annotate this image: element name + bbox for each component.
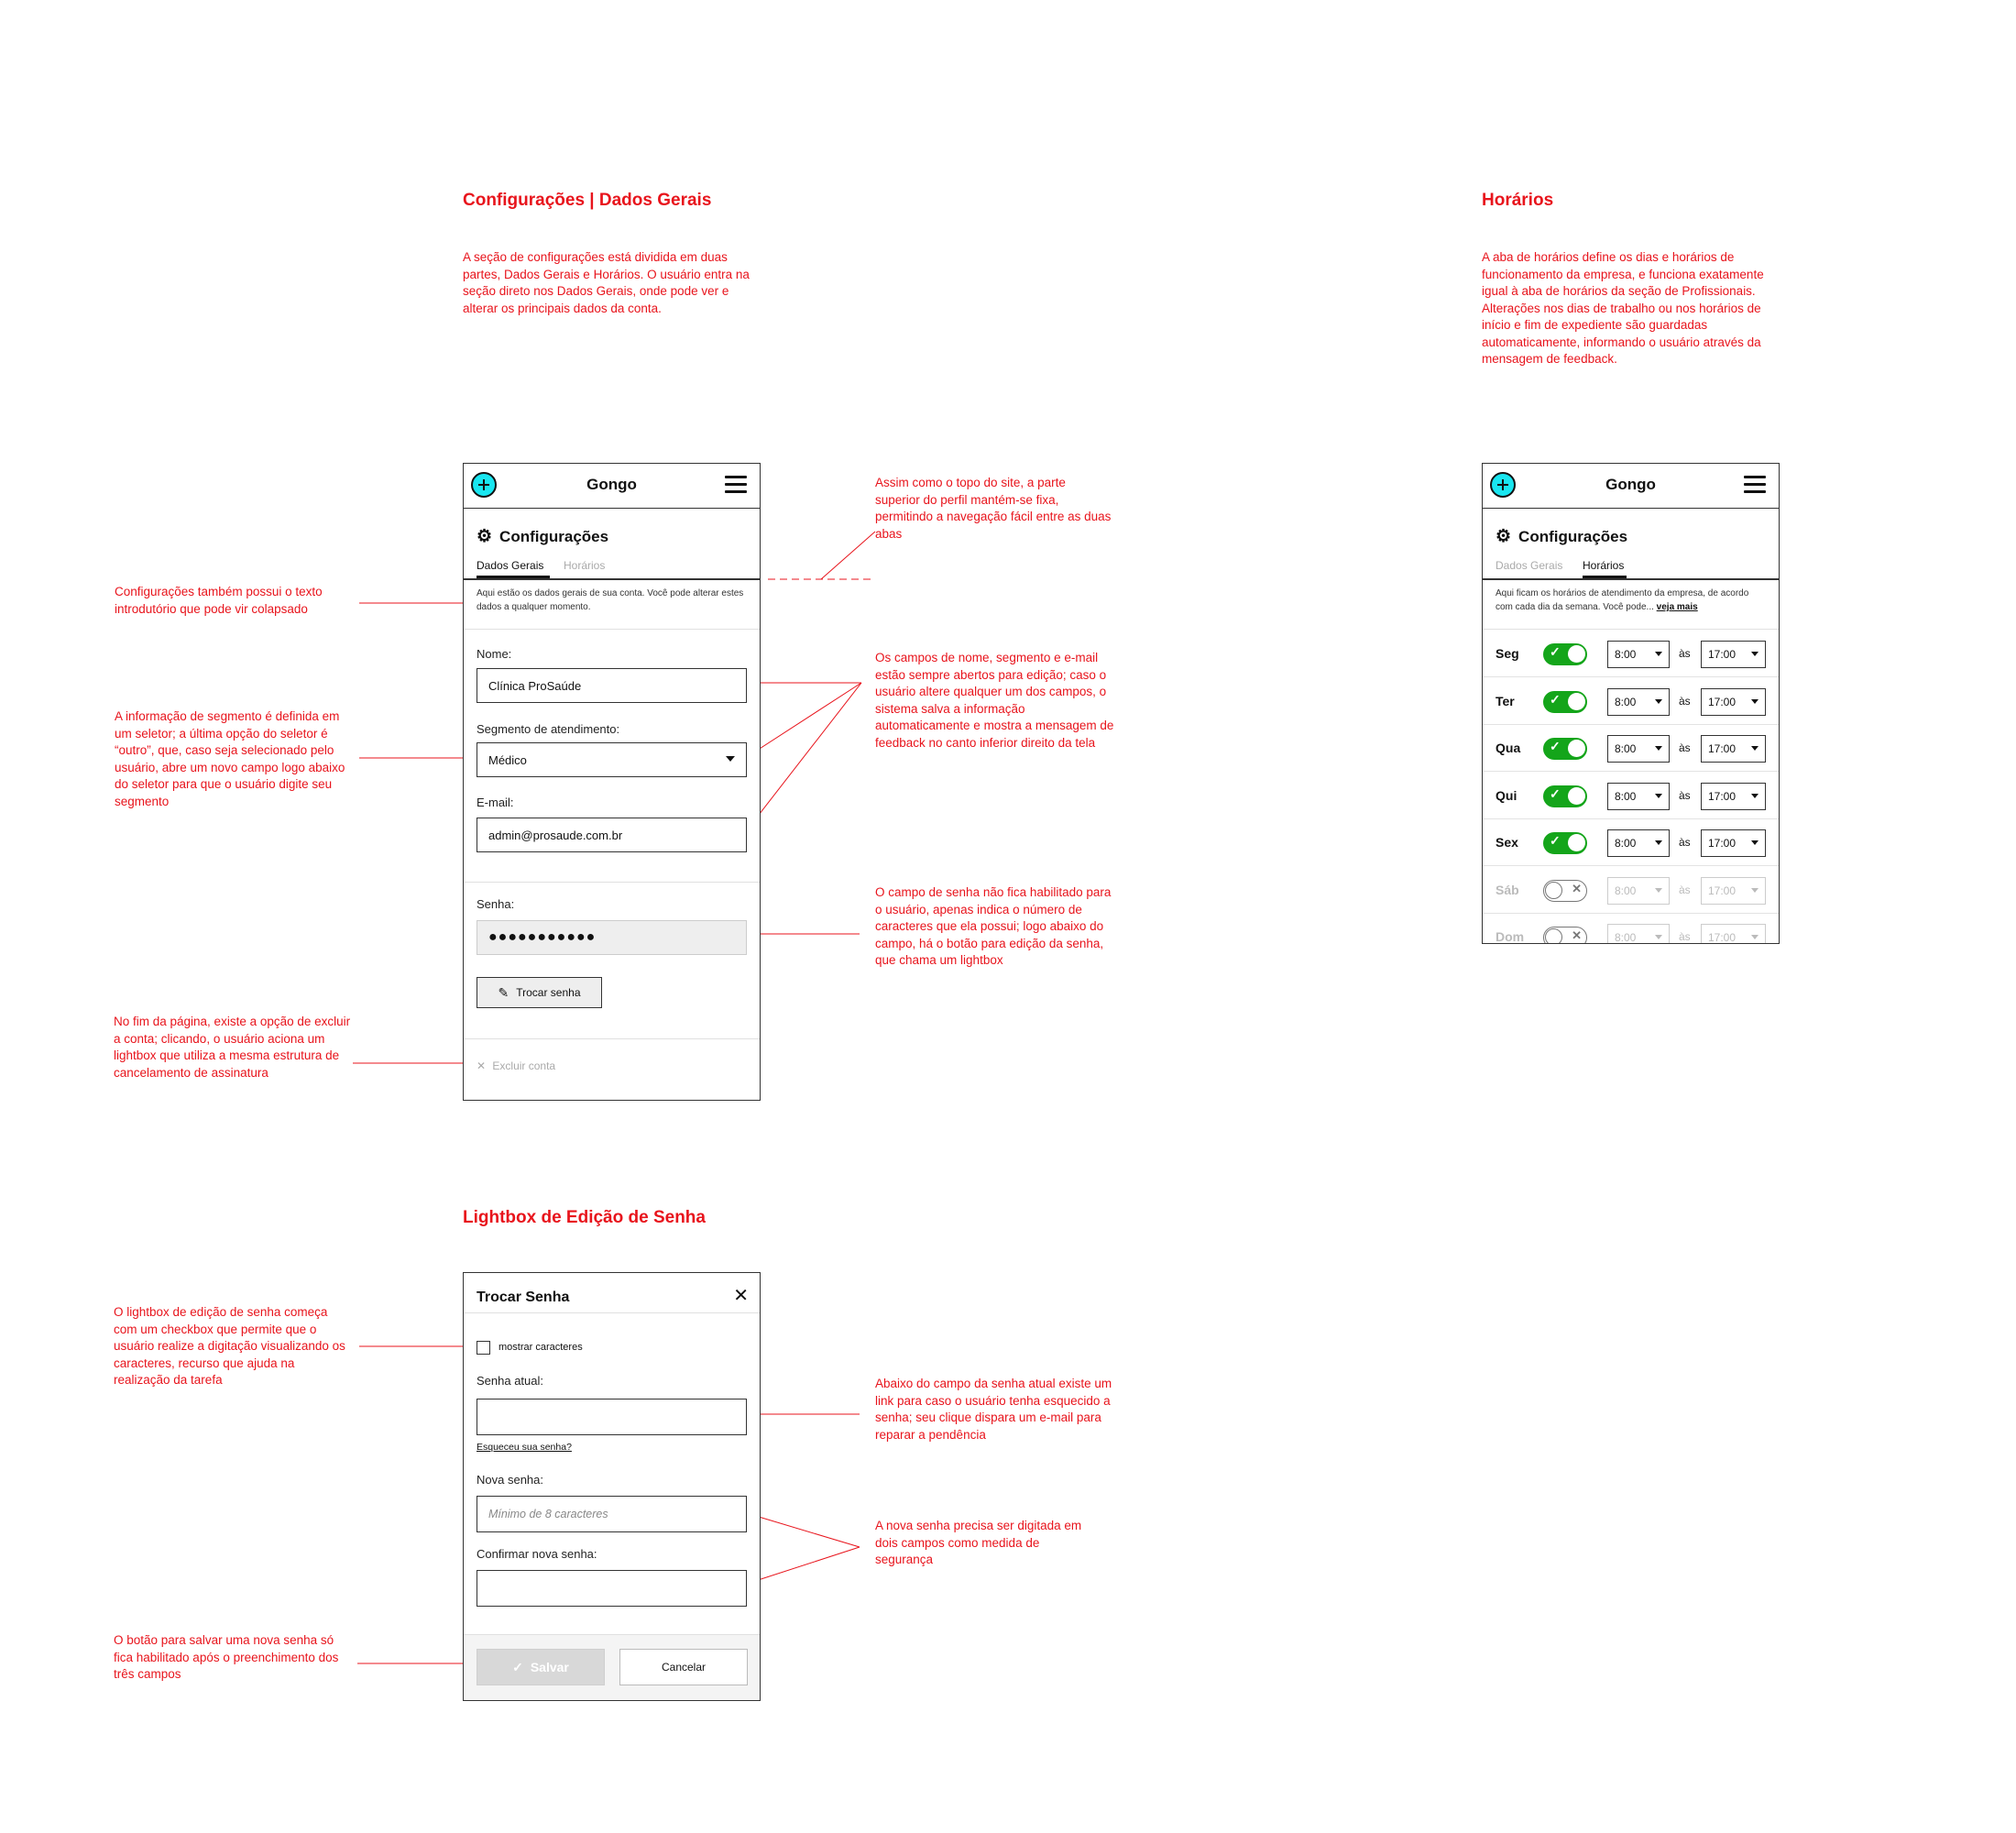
senha-atual-input[interactable] xyxy=(477,1399,747,1435)
annotation-topo-fixo: Assim como o topo do site, a parte superior do perfil mantém-se fixa, permitindo a navegação fácil entre as duas abas xyxy=(875,476,1112,541)
end-time-select[interactable] xyxy=(1701,877,1766,905)
time-separator: às xyxy=(1679,694,1691,708)
nome-label: Nome: xyxy=(477,647,512,661)
senha-field-disabled xyxy=(477,920,747,955)
menu-icon[interactable] xyxy=(725,476,747,494)
end-time-value: 17:00 xyxy=(1708,789,1737,803)
day-label: Qua xyxy=(1496,741,1521,755)
end-time-value: 17:00 xyxy=(1708,931,1737,944)
section-description-horarios: A aba de horários define os dias e horários de funcionamento da empresa, e funciona exatamente igual à aba de horários da seção de Profissionais. Alterações nos dias de trabalho ou nos horários de início e fim de expediente são guardadas automaticamente, informando o usuário através da mensagem de feedback. xyxy=(1482,250,1764,366)
close-icon: ✕ xyxy=(1572,928,1582,942)
section-title-dados-gerais: Configurações | Dados Gerais xyxy=(463,191,712,210)
annotation-excluir: No fim da página, existe a opção de excluir a conta; clicando, o usuário aciona um lightbox que utiliza a mesma estrutura de cancelamento de assinatura xyxy=(114,1015,351,1080)
chevron-down-icon xyxy=(1751,840,1759,845)
start-time-value: 8:00 xyxy=(1615,931,1637,944)
day-label: Ter xyxy=(1496,693,1515,708)
start-time-value: 8:00 xyxy=(1615,648,1637,661)
chevron-down-icon xyxy=(1751,652,1759,656)
check-icon: ✓ xyxy=(512,1659,523,1674)
chevron-down-icon xyxy=(1751,935,1759,939)
schedule-row xyxy=(1483,631,1779,677)
salvar-label: Salvar xyxy=(530,1660,569,1674)
annotation-nova-senha: A nova senha precisa ser digitada em dois campos como medida de segurança xyxy=(875,1519,1082,1566)
start-time-value: 8:00 xyxy=(1615,789,1637,803)
schedule-row xyxy=(1483,867,1779,914)
top-bar xyxy=(1483,464,1779,509)
check-icon: ✓ xyxy=(1550,691,1561,707)
day-toggle[interactable] xyxy=(1543,643,1587,665)
section-title-horarios: Horários xyxy=(1482,191,1554,210)
divider xyxy=(1483,629,1779,630)
horarios-screen xyxy=(1482,463,1780,944)
day-toggle[interactable] xyxy=(1543,927,1587,944)
chevron-down-icon xyxy=(1751,746,1759,751)
annotation-esqueceu: Abaixo do campo da senha atual existe um link para caso o usuário tenha esquecido a senha; seu clique dispara um e-mail para reparar a pendência xyxy=(875,1377,1112,1442)
start-time-select[interactable] xyxy=(1607,877,1670,905)
day-label: Sex xyxy=(1496,835,1518,850)
end-time-select[interactable] xyxy=(1701,829,1766,857)
page-title xyxy=(477,526,608,547)
intro-text xyxy=(1496,587,1762,614)
nova-senha-input[interactable] xyxy=(477,1496,747,1532)
schedule-row xyxy=(1483,678,1779,725)
divider xyxy=(464,629,760,630)
end-time-value: 17:00 xyxy=(1708,742,1737,755)
end-time-value: 17:00 xyxy=(1708,884,1737,897)
end-time-value: 17:00 xyxy=(1708,695,1737,708)
section-title-lightbox: Lightbox de Edição de Senha xyxy=(463,1208,706,1227)
start-time-value: 8:00 xyxy=(1615,884,1637,897)
gear-icon: ⚙ xyxy=(1496,527,1512,546)
check-icon: ✓ xyxy=(1550,644,1561,659)
chevron-down-icon xyxy=(1655,746,1662,751)
tab-divider xyxy=(464,578,760,580)
chevron-down-icon xyxy=(726,756,735,762)
day-label: Dom xyxy=(1496,929,1525,944)
mostrar-caracteres-label: mostrar caracteres xyxy=(499,1342,583,1353)
schedule-row xyxy=(1483,773,1779,819)
day-label: Seg xyxy=(1496,646,1519,661)
start-time-select[interactable] xyxy=(1607,641,1670,668)
end-time-select[interactable] xyxy=(1701,735,1766,763)
day-toggle[interactable] xyxy=(1543,785,1587,807)
annotation-segmento: A informação de segmento é definida em um seletor; a última opção do seletor é “outro”, que, caso seja selecionado pelo usuário, abre um novo campo logo abaixo do seletor para que o usuário digite seu segmento xyxy=(115,709,345,808)
time-separator: às xyxy=(1679,930,1691,943)
end-time-value: 17:00 xyxy=(1708,837,1737,850)
chevron-down-icon xyxy=(1655,888,1662,893)
excluir-conta-link[interactable] xyxy=(477,1059,555,1072)
close-icon[interactable]: ✕ xyxy=(733,1286,749,1306)
segmento-label: Segmento de atendimento: xyxy=(477,722,620,736)
esqueceu-senha-link[interactable]: Esqueceu sua senha? xyxy=(477,1442,572,1453)
end-time-select[interactable] xyxy=(1701,783,1766,810)
start-time-value: 8:00 xyxy=(1615,837,1637,850)
chevron-down-icon xyxy=(1655,652,1662,656)
annotation-checkbox: O lightbox de edição de senha começa com um checkbox que permite que o usuário realize a digitação visualizando os caracteres, recurso que ajuda na realização da tarefa xyxy=(114,1305,345,1387)
mostrar-caracteres-checkbox[interactable] xyxy=(477,1341,490,1355)
segmento-value: Médico xyxy=(488,752,527,767)
chevron-down-icon xyxy=(1751,699,1759,704)
time-separator: às xyxy=(1679,647,1691,660)
email-input[interactable] xyxy=(477,818,747,852)
email-value: admin@prosaude.com.br xyxy=(488,828,623,842)
toggle-knob xyxy=(1568,787,1585,805)
schedule-row xyxy=(1483,914,1779,944)
senha-label: Senha: xyxy=(477,897,515,911)
end-time-select[interactable] xyxy=(1701,641,1766,668)
top-bar xyxy=(464,464,760,509)
lightbox-title: Trocar Senha xyxy=(477,1290,570,1305)
schedule-row xyxy=(1483,819,1779,866)
trocar-senha-label: Trocar senha xyxy=(516,986,581,999)
divider xyxy=(464,1312,760,1313)
nome-input[interactable] xyxy=(477,668,747,703)
toggle-knob xyxy=(1568,740,1585,757)
toggle-knob xyxy=(1545,928,1562,944)
logo: Gongo xyxy=(586,476,637,493)
confirmar-senha-label: Confirmar nova senha: xyxy=(477,1547,597,1561)
confirmar-senha-input[interactable] xyxy=(477,1570,747,1607)
cancelar-label: Cancelar xyxy=(661,1661,707,1674)
trocar-senha-lightbox xyxy=(463,1272,761,1701)
intro-text: Aqui estão os dados gerais de sua conta. Você pode alterar estes dados a qualquer momento. xyxy=(477,588,744,612)
day-toggle[interactable] xyxy=(1543,738,1587,760)
nova-senha-label: Nova senha: xyxy=(477,1473,543,1487)
chevron-down-icon xyxy=(1751,888,1759,893)
divider xyxy=(464,882,760,883)
page-title-label: Configurações xyxy=(499,527,609,545)
start-time-select[interactable] xyxy=(1607,783,1670,810)
start-time-select[interactable] xyxy=(1607,829,1670,857)
tab-horarios[interactable]: Horários xyxy=(564,559,606,572)
end-time-select[interactable] xyxy=(1701,924,1766,944)
start-time-value: 8:00 xyxy=(1615,742,1637,755)
nome-value: Clínica ProSaúde xyxy=(488,678,582,693)
start-time-value: 8:00 xyxy=(1615,695,1637,708)
check-icon: ✓ xyxy=(1550,785,1561,801)
schedule-row xyxy=(1483,725,1779,772)
page-title-label: Configurações xyxy=(1518,527,1628,545)
email-label: E-mail: xyxy=(477,796,514,809)
excluir-conta-label: Excluir conta xyxy=(492,1059,556,1072)
day-toggle[interactable] xyxy=(1543,880,1587,902)
toggle-knob xyxy=(1568,693,1585,710)
annotation-texto-intro: Configurações também possui o texto introdutório que pode vir colapsado xyxy=(115,585,323,616)
toggle-knob xyxy=(1545,882,1562,899)
annotation-campos-abertos: Os campos de nome, segmento e e-mail estão sempre abertos para edição; caso o usuário altere qualquer um dos campos, o sistema salva a informação automaticamente e mostra a mensagem de feedback no canto inferior direito da tela xyxy=(875,651,1114,750)
chevron-down-icon xyxy=(1655,935,1662,939)
close-icon: ✕ xyxy=(1572,881,1582,895)
time-separator: às xyxy=(1679,883,1691,896)
start-time-select[interactable] xyxy=(1607,735,1670,763)
gear-icon: ⚙ xyxy=(477,527,493,546)
nova-senha-placeholder: Mínimo de 8 caracteres xyxy=(488,1508,608,1520)
day-toggle[interactable] xyxy=(1543,691,1587,713)
annotation-salvar: O botão para salvar uma nova senha só fica habilitado após o preenchimento dos três campos xyxy=(114,1633,339,1681)
chevron-down-icon xyxy=(1655,699,1662,704)
trocar-senha-button[interactable] xyxy=(477,977,602,1008)
chevron-down-icon xyxy=(1655,840,1662,845)
salvar-button[interactable] xyxy=(477,1649,605,1685)
close-icon: ✕ xyxy=(477,1059,487,1072)
check-icon: ✓ xyxy=(1550,833,1561,848)
divider xyxy=(464,1038,760,1039)
day-label: Sáb xyxy=(1496,882,1519,897)
chevron-down-icon xyxy=(1655,794,1662,798)
veja-mais-link[interactable]: veja mais xyxy=(1656,602,1698,612)
dados-gerais-screen xyxy=(463,463,761,1101)
intro-text-body: Aqui ficam os horários de atendimento da empresa, de acordo com cada dia da semana. Você pode... xyxy=(1496,588,1749,612)
time-separator: às xyxy=(1679,788,1691,802)
menu-icon[interactable] xyxy=(1744,476,1766,494)
chevron-down-icon xyxy=(1751,794,1759,798)
toggle-knob xyxy=(1568,645,1585,663)
start-time-select[interactable] xyxy=(1607,924,1670,944)
schedule-list xyxy=(1483,631,1779,944)
end-time-select[interactable] xyxy=(1701,688,1766,716)
segmento-select[interactable] xyxy=(477,742,747,777)
senha-atual-label: Senha atual: xyxy=(477,1374,544,1388)
senha-mask: ●●●●●●●●●●● xyxy=(488,929,597,945)
tab-dados-gerais[interactable]: Dados Gerais xyxy=(477,559,544,572)
page-title xyxy=(1496,526,1627,547)
day-label: Qui xyxy=(1496,787,1517,803)
section-description-dados-gerais: A seção de configurações está dividida em duas partes, Dados Gerais e Horários. O usuário entra na seção direto nos Dados Gerais, onde pode ver e alterar os principais dados da conta. xyxy=(463,250,750,315)
logo: Gongo xyxy=(1605,476,1656,493)
time-separator: às xyxy=(1679,836,1691,849)
start-time-select[interactable] xyxy=(1607,688,1670,716)
toggle-knob xyxy=(1568,834,1585,851)
annotation-senha: O campo de senha não fica habilitado para o usuário, apenas indica o número de caracteres que ela possui; logo abaixo do campo, há o botão para edição da senha, que chama um lightbox xyxy=(875,885,1112,967)
tab-horarios[interactable]: Horários xyxy=(1583,559,1625,572)
tab-divider xyxy=(1483,578,1779,580)
day-toggle[interactable] xyxy=(1543,832,1587,854)
cancelar-button[interactable] xyxy=(619,1649,748,1685)
time-separator: às xyxy=(1679,741,1691,754)
edit-icon: ✎ xyxy=(498,984,509,1000)
end-time-value: 17:00 xyxy=(1708,648,1737,661)
tab-dados-gerais[interactable]: Dados Gerais xyxy=(1496,559,1563,572)
check-icon: ✓ xyxy=(1550,739,1561,753)
